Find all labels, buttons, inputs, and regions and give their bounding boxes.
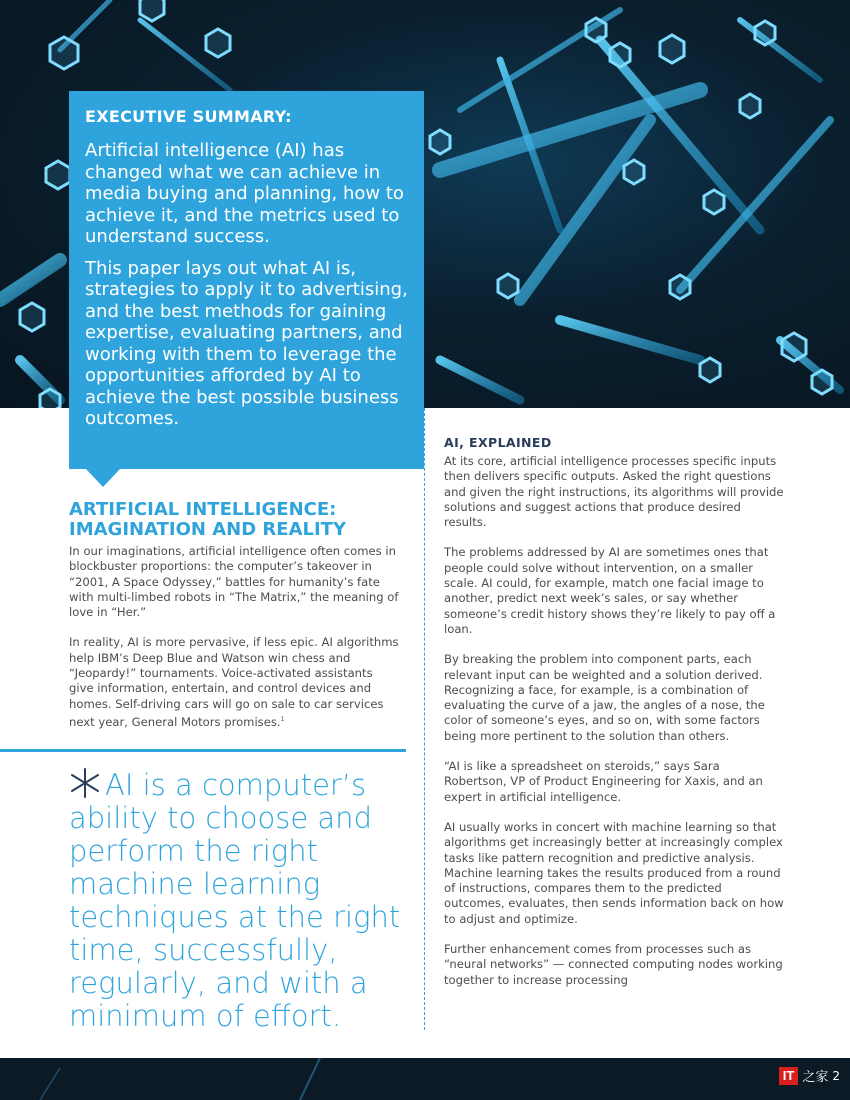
summary-pointer bbox=[86, 469, 120, 487]
logo-text: 之家 bbox=[802, 1070, 829, 1085]
section-heading: AI, EXPLAINED bbox=[444, 435, 552, 450]
executive-summary-paragraph: This paper lays out what AI is, strategies to apply it to advertising, and the best methods for gaining expertise, evaluating partners, and working with them to leverage the opportunities afforded by AI to achieve the best possible business outcomes. bbox=[85, 257, 408, 429]
executive-summary-heading: EXECUTIVE SUMMARY: bbox=[85, 107, 292, 126]
executive-summary-box bbox=[69, 91, 424, 469]
paragraph: At its core, artificial intelligence processes specific inputs then delivers specific outputs. Asked the right questions and given the right instructions, its algorithms will provide solutions and suggest actions that produce desired results. bbox=[444, 454, 784, 530]
footer-logo bbox=[779, 1066, 840, 1085]
paragraph: AI usually works in concert with machine learning so that algorithms get increasingly better at increasingly complex tasks like pattern recognition and predictive analysis. Machine learning takes the results produced from a round of instructions, compares them to the predicted outcomes, evaluates, then sends information back on how to adjust and optimize. bbox=[444, 819, 784, 926]
section-title-line: IMAGINATION AND REALITY bbox=[69, 519, 346, 540]
footnote-marker: 1 bbox=[280, 715, 285, 723]
paragraph-text: In reality, AI is more pervasive, if less epic. AI algorithms help IBM’s Deep Blue and Watson win chess and “Jeopardy!” tournaments. Voice-activated assistants give information, entertain, and control devices and homes. Self-driving cars will go on sale to car services next year, General Motors promises. bbox=[69, 635, 399, 729]
pull-quote bbox=[69, 768, 409, 1033]
horizontal-rule bbox=[0, 749, 406, 752]
paragraph: By breaking the problem into component parts, each relevant input can be weighted and a solution derived. Recognizing a face, for example, is a combination of evaluating the curve of a jaw, the angles of a nose, the color of someone’s eyes, and so on, with some factors being more pertinent to the solution than others. bbox=[444, 652, 765, 743]
executive-summary-paragraph: Artificial intelligence (AI) has changed what we can achieve in media buying and planning, how to achieve it, and the metrics used to understand success. bbox=[85, 140, 404, 247]
paragraph: “AI is like a spreadsheet on steroids,” says Sara Robertson, VP of Product Engineering for Xaxis, and an expert in artificial intelligence. bbox=[444, 759, 763, 804]
section-title-line: ARTIFICIAL INTELLIGENCE: bbox=[69, 499, 337, 520]
pull-quote-text: AI is a computer’s ability to choose and perform the right machine learning techniques at the right time, successfully, regularly, and with a minimum of effort. bbox=[69, 768, 401, 1033]
section-title bbox=[69, 500, 399, 540]
footer bbox=[0, 1058, 850, 1100]
paragraph: In our imaginations, artificial intelligence often comes in blockbuster proportions: the computer’s takeover in “2001, A Space Odyssey,” battles for humanity’s fate with multi-limbed robots in “The Matrix,” the meaning of love in “Her.” bbox=[69, 544, 399, 620]
left-column bbox=[69, 500, 399, 745]
paragraph bbox=[69, 635, 399, 730]
body-text bbox=[69, 544, 399, 730]
asterisk-icon bbox=[69, 768, 101, 798]
paragraph: The problems addressed by AI are sometimes ones that people could solve without intervention, on a smaller scale. AI could, for example, match one facial image to another, predict next week’s sales, or say whether someone’s credit history shows they’re likely to pay off a loan. bbox=[444, 545, 776, 636]
body-text bbox=[444, 454, 784, 988]
footer-decoration bbox=[0, 1058, 850, 1100]
logo-it: IT bbox=[779, 1067, 799, 1085]
column-divider bbox=[424, 408, 425, 1030]
right-column bbox=[444, 435, 784, 1003]
page-number: 2 bbox=[832, 1068, 840, 1083]
paragraph: Further enhancement comes from processes such as “neural networks” — connected computing nodes working together to increase processing bbox=[444, 942, 783, 987]
